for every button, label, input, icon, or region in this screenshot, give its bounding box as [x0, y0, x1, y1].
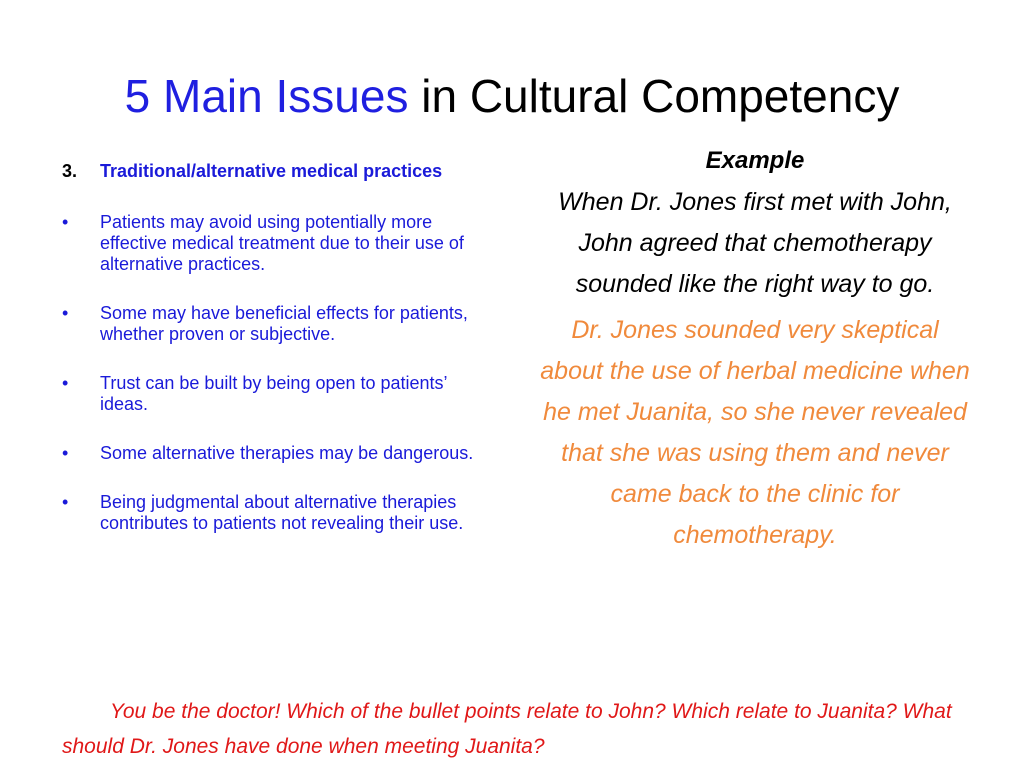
bullet-item [62, 373, 492, 415]
bullet-item [62, 443, 492, 464]
example-column [540, 140, 970, 556]
example-heading: Example [705, 147, 805, 174]
bullet-text: Some may have beneficial effects for patients, whether proven or subjective. [100, 303, 468, 344]
issue-number: 3. [62, 161, 78, 181]
slide-title [0, 66, 1024, 126]
bullet-text: Some alternative therapies may be dangerous. [100, 443, 474, 463]
john-example-text: When Dr. Jones first met with John, John agreed that chemotherapy sounded like the right way to go. [558, 188, 952, 298]
issue-heading [62, 161, 492, 182]
bullet-text: Trust can be built by being open to patients’ ideas. [100, 373, 447, 414]
bullet-item [62, 212, 492, 275]
discussion-prompt [62, 694, 1007, 764]
bullet-icon: • [62, 303, 69, 323]
title-rest: in Cultural Competency [408, 70, 900, 122]
title-accent: 5 Main Issues [124, 70, 409, 122]
bullet-text: Patients may avoid using potentially more effective medical treatment due to their use of alternative practices. [100, 212, 464, 274]
bullet-text: Being judgmental about alternative therapies contributes to patients not revealing their use. [100, 492, 464, 533]
bullet-item [62, 303, 492, 345]
bullet-icon: • [62, 212, 69, 232]
bullet-icon: • [62, 492, 69, 512]
bullet-icon: • [62, 373, 69, 393]
discussion-prompt-text: You be the doctor! Which of the bullet points relate to John? Which relate to Juanita? What should Dr. Jones have done when meeting Juanita? [62, 700, 952, 758]
bullet-item [62, 492, 492, 534]
issues-column [62, 161, 492, 562]
juanita-example-text: Dr. Jones sounded very skeptical about the use of herbal medicine when he met Juanita, so she never revealed that she was using them and never came back to the clinic for chemotherapy. [540, 316, 970, 549]
issue-heading-text: Traditional/alternative medical practices [100, 161, 443, 181]
bullet-icon: • [62, 443, 69, 463]
